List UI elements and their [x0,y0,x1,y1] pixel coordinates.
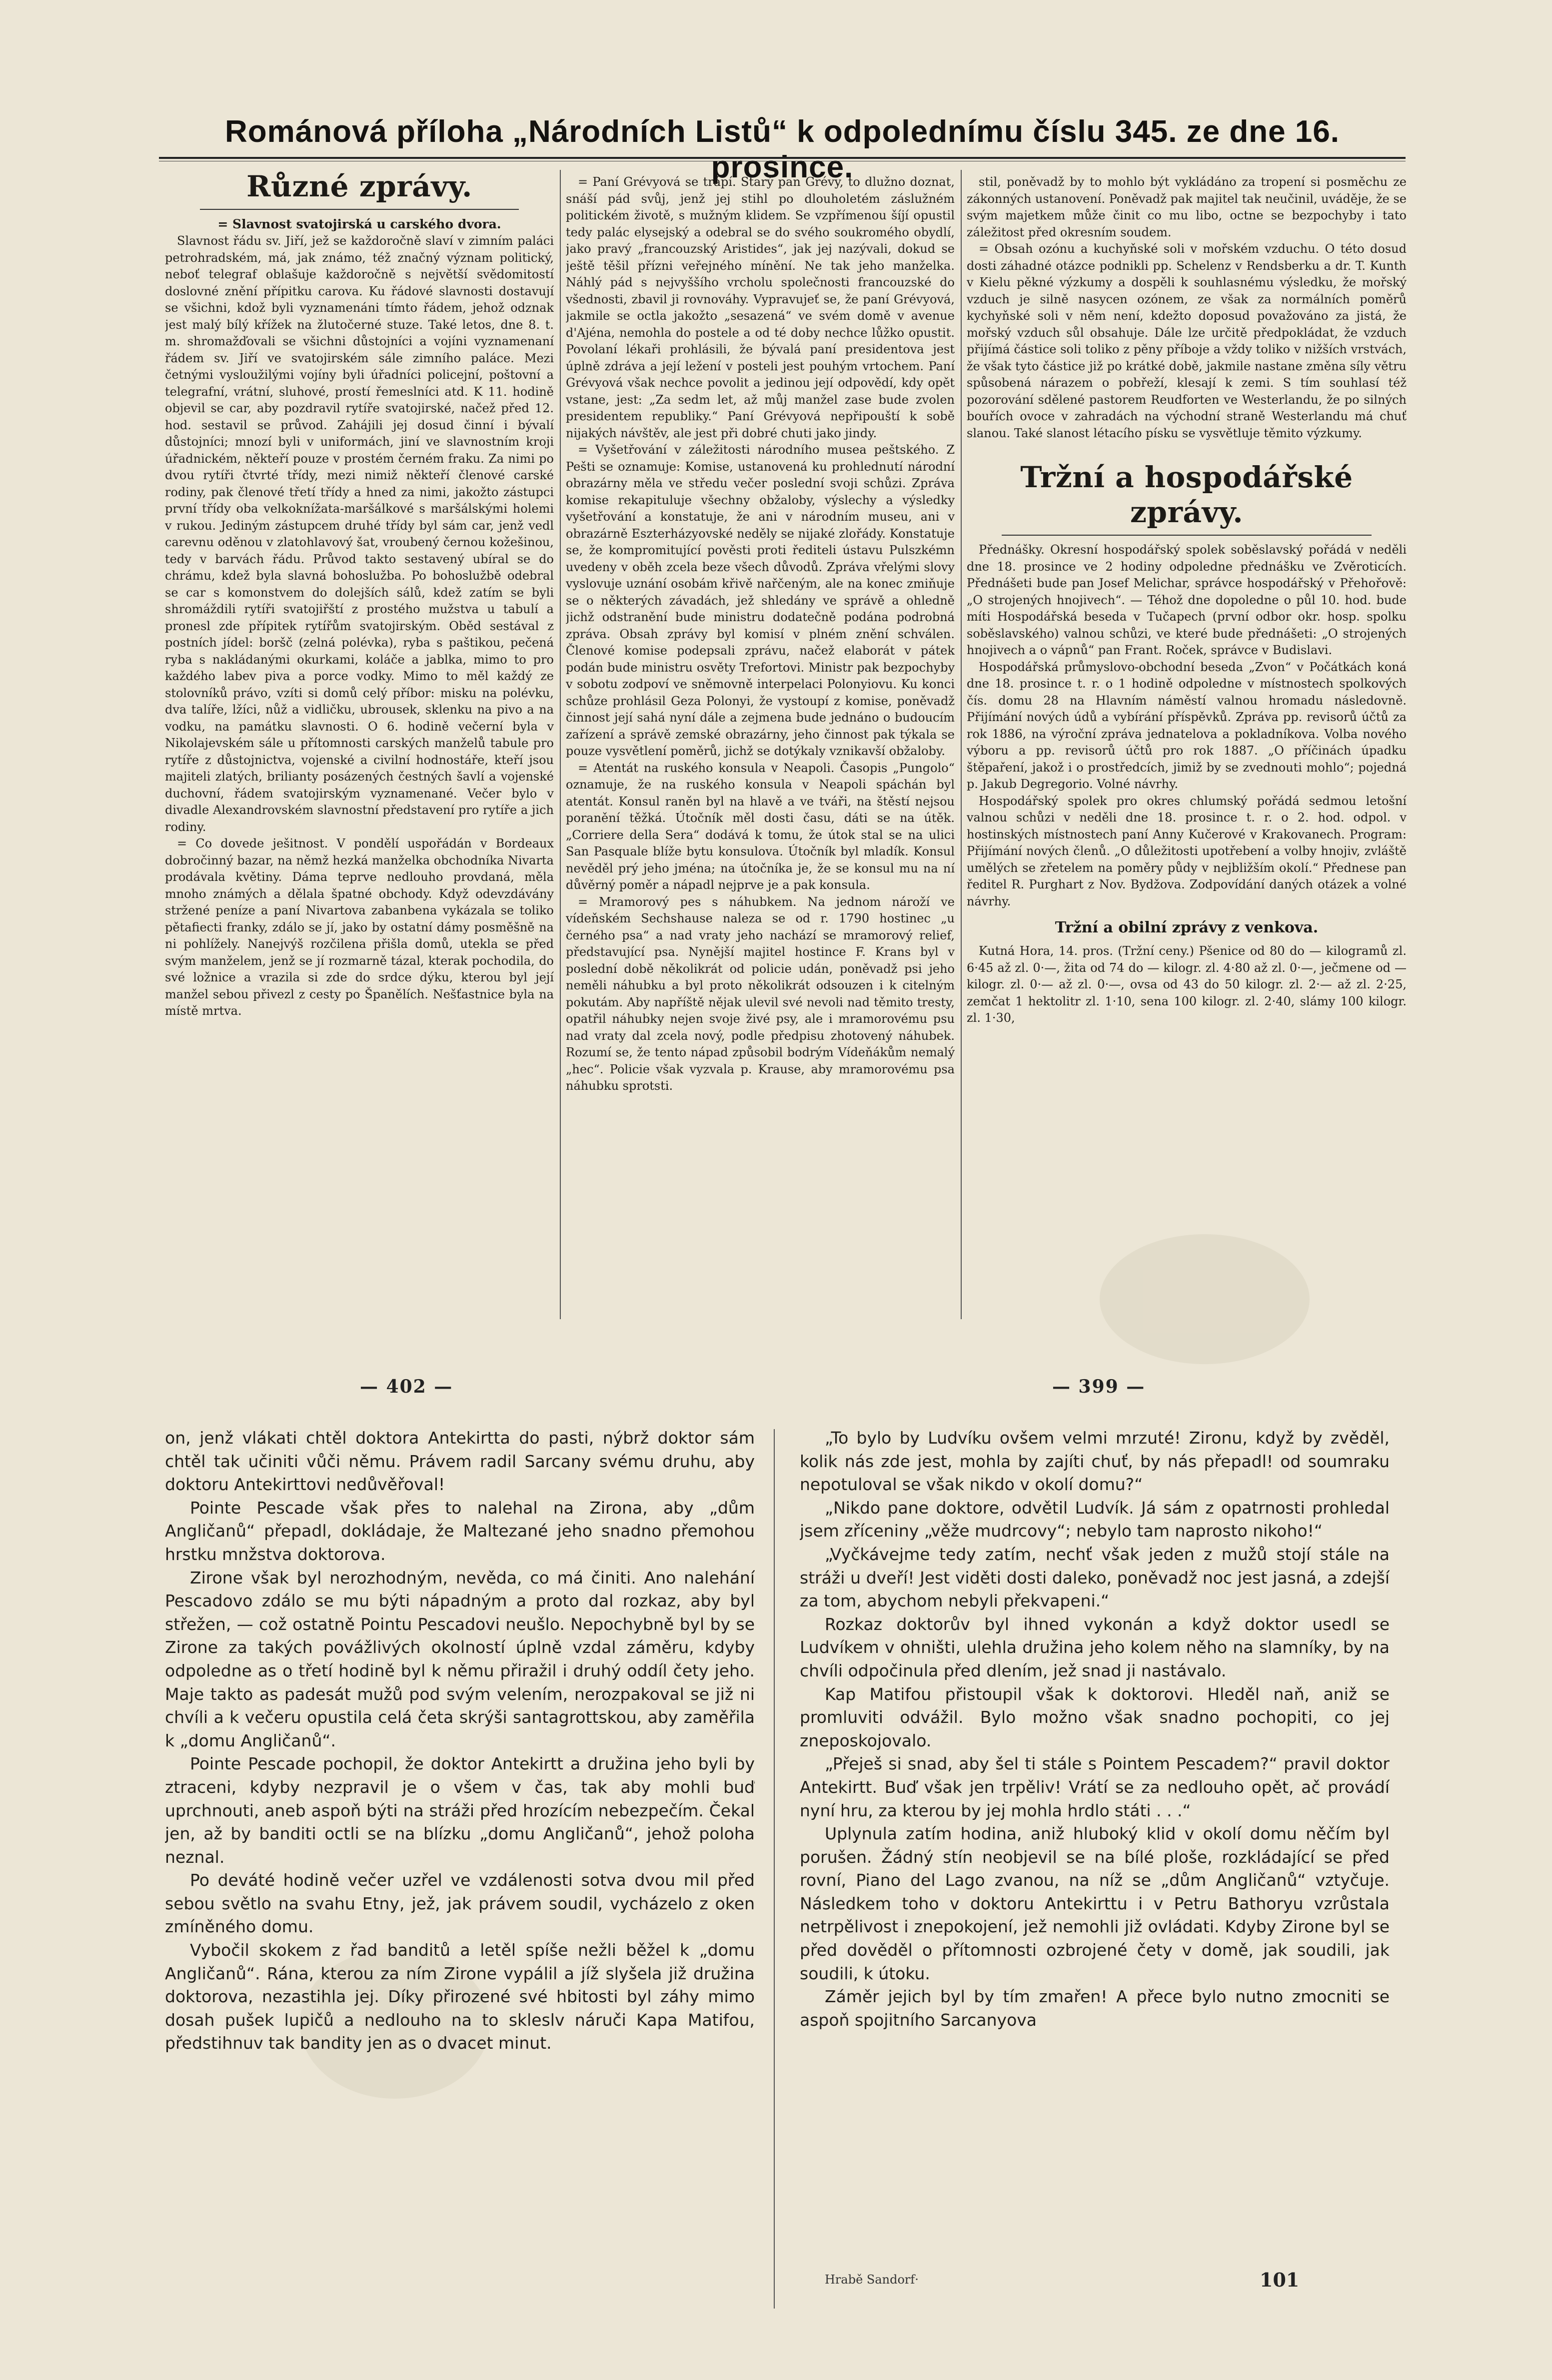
section-title-trzni: Tržní a hospodářské zprávy. [1020,460,1353,529]
article-paragraph: = Atentát na ruského konsula v Neapoli. Časopis „Pungolo“ oznamuje, že na ruského konsula v Neapoli spáchán byl atentát. Konsul raněn byl na hlavě a ve tváři, na štěstí nejsou poranění těžká. Útočník měl dosti času, dáti se na útěk. „Corriere della Sera“ dodává k tomu, že útok stal se na ulici San Pasquale blíže bytu konsulova. Útočník byl mladík. Konsul nevěděl prý jeho jména; na útočníka je, že se konsul mu na ní důvěrný poměr a nápadl nejprve je a pak konsula. [566,761,955,892]
section-title-rule [200,209,519,210]
article-paragraph: Kap Matifou přistoupil však k doktorovi. Hleděl naň, aniž se promluviti odvážil. Bylo možno však snadno pochopiti, co jej zneposkojovalo. [800,1684,1390,1750]
article-paragraph: Hospodářský spolek pro okres chlumský pořádá sedmou letošní valnou schůzi v neděli dne 18. prosince t. r. o 2. hod. odpol. v hostinských místnostech paní Anny Kučerové v Krakovanech. Program: Přijímání nových členů. „O důležitosti upotřebení a volby hnojiv, zvláště umělých se zřetelem na poměry půdy v nejbližším okolí.“ Přednese pan ředitel R. Purghart z Nov. Bydžova. Zodpovídání daných otázek a volné návrhy. [967,793,1407,908]
article-paragraph: stil, poněvadž by to mohlo být vykládáno za tropení si posměchu ze zákonných ustanovení. Poněvadž pak majitel tak neučinil, uváděje, že se svým majetkem může činit co mu libo, octne se bezpochyby i tato záležitost před okresním soudem. [967,175,1407,239]
article-paragraph: = Paní Grévyová se trápí. Starý pan Grévy, to dlužno doznat, snáší pád svůj, jenž jej stihl po dlouholetém záslužném politickém životě, s mužným klidem. Se vzpřímenou šíjí opustil tedy palác elysejský a odebral se do svého soukromého obydlí, jako pravý „francouzský Aristides“, jak jej nazývali, dokud se ještě těšil přízni veřejného mínění. Ne tak jeho manželka. Náhlý pád s nejvyššího vrcholu společnosti francouzské do všednosti, zbavil ji rovnováhy. Vypravujeť se, že paní Grévyová, jakmile se octla jakožto „sesazená“ ve svém domě v avenue d'Ajéna, nemohla do postele a od té doby nechce lůžko opustit. Povolaní lékaři prohlásili, že bývalá paní presidentova jest úplně zdráva a její ležení v posteli jest pouhým vrtochem. Paní Grévyová však nechce povolit a jedinou její odpovědí, kdy opět vstane, jest: „Za sedm let, až můj manžel zase bude zvolen presidentem republiky.“ Paní Grévyová nepřipouští k sobě nijakých návštěv, ale jest při dobré chuti jako jindy. [566,175,955,440]
header-rule [159,157,1406,159]
market-report: Kutná Hora, 14. pros. (Tržní ceny.) Pšenice od 80 do — kilogramů zl. 6·45 až zl. 0·—, žita od 74 do — kilogr. zl. 4·80 až zl. 0·—, ječmene od — kilogr. zl. 0·— až zl. 0·—, ovsa od 43 do 50 kilogr. zl. 2·— až zl. 2·25, zemčat 1 hektolitr zl. 1·10, sena 100 kilogr. zl. 2·40, slámy 100 kilogr. zl. 1·30, [967,944,1407,1025]
article-paragraph: = Mramorový pes s náhubkem. Na jednom nároží ve vídeňském Sechshause naleza se od r. 1790 hostinec „u černého psa“ a nad vraty jeho nachází se mramorový relief, představující psa. Nynější majitel hostince F. Krans byl v poslední době několikrát od policie udán, poněvadž psi jeho neměli náhubku a byl proto několikrát odsouzen i k citelným pokutám. Aby napříště nějak ulevil své nevoli nad těmito tresty, opatřil náhubky nejen svoje živé psy, ale i mramorovému psu nad vraty dal zcela nový, podle předpisu zhotovený náhubek. Rozumí se, že tento nápad způsobil bodrým Vídeňákům nemalý „hec“. Policie však vyzvala p. Krause, aby mramorovému psa náhubku sprotsti. [566,894,955,1093]
column-3-body [967,174,1407,442]
article-paragraph: Přednášky. Okresní hospodářský spolek soběslavský pořádá v neděli dne 18. prosince ve 2 hodiny odpoledne přednášku ve Zvěroticích. Přednášeti bude pan Josef Melichar, správce hospodářský v Přehořově: „O strojených hnojivech“. — Téhož dne dopoledne o půl 10. hod. bude míti Hospodářská beseda v Tučapech (první odbor okr. hosp. spolku soběslavského) valnou schůzi, ve které bude přednášeti: „O strojených hnojivech a o vápnů“ pan Frant. Roček, správce v Budislavi. [967,543,1407,657]
article-paragraph: Hospodářská průmyslovo-obchodní beseda „Zvon“ v Počátkách koná dne 18. prosince t. r. o 1 hodině odpoledne v místnostech spolkových čís. domu 28 na Hlavním náměstí valnou hromadu následovně. Přijímání nových údů a vybírání příspěvků. Zpráva pp. revisorů účtů za rok 1886, na výroční zpráva jednatelova a pokladníkova. Volba nového výboru a pp. revisorů účtů pro rok 1887. „O příčinách úpadku štěpaření, jakož i o prostředcích, jimiž by se zvednouti mohlo“; pojedná p. Jakub Degregorio. Volné návrhy. [967,660,1407,791]
article-paragraph: „Vyčkávejme tedy zatím, nechť však jeden z mužů stojí stále na stráži u dveří! Jest viděti dosti daleko, poněvadž noc jest jasná, a zdejší za tom, abychom nebyli překvapeni.“ [800,1544,1390,1611]
article-paragraph: „Nikdo pane doktore, odvětil Ludvík. Já sám z opatrnosti prohledal jsem zříceniny „věže mudrcovy“; nebylo tam naprosto nikoho!“ [800,1498,1390,1541]
market-news [967,542,1407,910]
article-heading: = Slavnost svatojirská u carského dvora. [217,217,501,231]
page-number-left: — 402 — [360,1376,453,1397]
subsection-title-venkov: Tržní a obilní zprávy z venkova. [1055,919,1319,936]
column-divider [961,170,962,1319]
article-paragraph: „Přeješ si snad, aby šel ti stále s Pointem Pescadem?“ pravil doktor Antekirtt. Buď však jen trpěliv! Vrátí se za nedlouho opět, ač provádí nyní hru, za kterou by jej mohla hrdlo státi . . .“ [800,1754,1390,1820]
article-paragraph: = Co dovede ješitnost. V pondělí uspořádán v Bordeaux dobročinný bazar, na němž hezká manželka obchodníka Nivarta prodávala květiny. Dáma teprve nedlouho provdaná, měla mnoho známých a dělala špatné obchody. Když odevzdávány stržené peníze a paní Nivartova zabanbena vykázala se toliko pětafiecti franky, zdálo se jí, jako by ostatní dámy posměšně na ni pohlížely. Nanejvýš rozčilena přišla domů, utekla se před svým manželem, jenž se jí rozmarně tázal, kterak pochodila, do své ložnice a vrazila si zde do srdce dýku, kterou byl její manžel sebou přivezl z cesty po Španělích. Nešťastnice byla na místě mrtva. [165,836,554,1018]
article-paragraph: = Obsah ozónu a kuchyňské soli v mořském vzduchu. O této dosud dosti záhadné otázce podnikli pp. Schelenz v Rendsberku a dr. T. Kunth v Kielu pěkné výzkumy a dospěli k souhlasnému výsledku, že mořský vzduch je silně nasycen ozónem, ze však za normálních poměrů kychyňské soli v něm není, kdežto doposud považováno za jistá, že mořský vzduch sůl obsahuje. Dále lze určitě předpokládat, že vzduch přijímá částice soli toliko z pěny příboje a vždy toliko v nižších vrstvách, že však tyto částice již po krátké době, jakmile nastane změna síly větru spůsobená nárazem o pobřeží, klesají k zemi. S tím souhlasí též pozorování sdělené pastorem Reudforten ve Westerlandu, že po silných bouřích ovoce v zahradách na východní straně Westerlandu má chuť slanou. Také slanost létacího písku se vysvětluje těmito výzkumy. [967,242,1407,440]
supplement-header: Románová příloha „Národních Listů“ k odpolednímu číslu 345. ze dne 16. prosince. [224,114,1340,184]
section-title-rule [1002,535,1372,536]
article-paragraph: Po deváté hodině večer uzřel ve vzdálenosti sotva dvou mil před sebou světlo na svahu Etny, jež, jak právem soudil, vycházelo z oken zmíněného domu. [165,1870,755,1937]
section-title-ruzne-zpravy: Různé zprávy. [246,169,472,203]
column-1-body [165,216,554,1020]
article-paragraph: Zirone však byl nerozhodným, nevěda, co má činiti. Ano nalehání Pescadovo zdálo se mu býti nápadným a proto dal rozkaz, aby byl střežen, — což ostatně Pointu Pescadovi neušlo. Nepochybně byl by se Zirone za takých povážlivých okolností úplně vzdal záměru, kdyby odpoledne as o třetí hodině byl k němu přiražil i druhý oddíl čety jeho. Maje takto as padesát mužů pod svým velením, nerozpakoval se již ni chvíli a k večeru opustila celá četa skrýši santagrottskou, aby zaměřila k „domu Angličanů“. [165,1568,755,1750]
column-3 [967,174,1407,1326]
article-paragraph: „To bylo by Ludvíku ovšem velmi mrzuté! Zironu, když by zvěděl, kolik nás zde jest, mohla by zajíti chuť, by nás přepadl! od soumraku nepotuloval se však nikdo v okolí domu?“ [800,1428,1390,1495]
article-paragraph: Pointe Pescade však přes to nalehal na Zirona, aby „dům Angličanů“ přepadl, dokládaje, že Maltezané jeho snadno přemohou hrstku mnžstva doktorova. [165,1498,755,1564]
column-divider [560,170,561,1319]
column-2-body [566,174,955,1095]
article-paragraph: Slavnost řádu sv. Jiří, jež se každoročně slaví v zimním paláci petrohradském, má, jak známo, též značný význam politický, neboť telegraf oblašuje každoročně s největší svědomitostí doslovné znění přípitku carova. Ku řádové slavnosti dostavují se všichni, kdož byli vyznamenáni tímto řádem, jehož odznak jest malý bílý křížek na žlutočerné stuze. Také letos, dne 8. t. m. shromažďovali se všichni důstojníci a vojíni vyznamenaní řádem sv. Jiří ve svatojirském sále zimního paláce. Mezi četnými vysloužilými vojíny byli úřadníci policejní, poštovní a telegrafní, vrátní, sluhové, prostí řemeslníci atd. K 11. hodině objevil se car, aby pozdravil rytíře svatojirské, načež před 12. hod. sestavil se průvod. Zahájili jej dosud činní i bývalí důstojníci; mnozí byli v uniformách, jiní ve slavnostním kroji úřadnickém, někteří pouze v prostém černém fraku. Za nimi po dvou rytíři čtvrté třídy, mezi nimiž někteří členové carské rodiny, pak členové třetí třídy a hned za nimi, jakožto zástupci první třídy oba velkoknížata-maršálkové s maršálskými holemi v rukou. Jediným zástupcem druhé třídy byl sám car, jenž vedl carevnu oděnou v zlatohlavový šat, vroubený černou kožešinou, tedy v barvách řádu. Průvod takto sestavený ubíral se do chrámu, kdež byla slavná bohoslužba. Po bohoslužbě odebral se car s komonstvem do dolejších sálů, kdež zatím se byli shromáždili rytíři svatojiřští z prostého mužstva u tabulí a pronesl zde přípitek rytířům svatojirským. Oběd sestával z postních jídel: boršč (zelná polévka), ryba s paštikou, pečená ryba s nakládanými okurkami, koláče a jablka, mimo to pro každého labev piva a porce vodky. Mimo to měl každý ze stolovníků právo, vzíti si domů celý příbor: misku na polévku, dva talíře, lžíci, nůž a vidličku, ubrousek, sklenku na pivo a na vodku, na památku slavnosti. O 6. hodině večerní byla v Nikolajevském sále u přítomnosti carských manželů tabule pro rytíře z důstojnictva, vojenské a civilní hodnostáře, kteří jsou majiteli zlatých, brilianty posázených čestných šavlí a vojenské duchovní, řádem svatojirským vyznamenané. Večer bylo v divadle Alexandrovském slavnostní představení pro rytíře a jich rodiny. [165,234,554,834]
column-1 [165,169,554,1326]
article-paragraph: = Vyšetřování v záležitosti národního musea peštského. Z Pešti se oznamuje: Komise, ustanovená ku prohlednutí národní obrazárny měla ve středu večer poslední svoji schůzi. Zpráva komise rekapituluje všechny obžaloby, výslechy a výsledky vyšetřování a konstatuje, že ani v národním museu, ani v obrazárně Eszterházyovské neděly se nijaké zlořády. Konstatuje se, že kompromitující pověsti proti řediteli ústavu Pulszkémn uvedeny v oběh zcela beze všech důvodů. Zpráva vřelými slovy vyslovuje uznání osobám křivě nařčeným, ale na konec zmiňuje se o některých závadách, jež shledány ve správě a ohledně jichž odstranění bude ministru dodatečně podána podrobná zpráva. Obsah zprávy byl komisí v plném znění schválen. Členové komise podepsali zprávu, načež elaborát v pátek podán bude ministru osvěty Trefortovi. Ministr pak bezpochyby v sobotu zodpoví ve sněmovně interpelaci Polonyiovu. Ku konci schůze prohlásil Geza Polonyi, že vystoupí z komise, poněvadž činnost její sahá nyní dále a zejmena bude jednáno o budoucím zařízení a správě zemské obrazárny, jeho činnost pak týkala se pouze vysvětlení poměrů, jichž se dotýkaly vznikavší obžaloby. [566,443,955,758]
article-paragraph: Vybočil skokem z řad banditů a letěl spíše nežli běžel k „domu Angličanů“. Rána, kterou za ním Zirone vypálil a jíž slyšela již družina doktorova, nezastihla jej. Díky přirozené své hbitosti byl záhy mimo dosah pušek lupičů a nedlouho na to skleslv náruči Kapa Matifou, předstihnuv tak bandity jen as o dvacet minut. [165,1940,755,2053]
novel-column-divider [774,1429,775,2309]
article-paragraph: on, jenž vlákati chtěl doktora Antekirtta do pasti, nýbrž doktor sám chtěl tak učiniti vůči němu. Právem radil Sarcany svému druhu, aby doktoru Antekirttovi nedůvěřoval! [165,1428,755,1495]
novel-footer-title: Hrabě Sandorf· [825,2273,919,2287]
article-paragraph: Pointe Pescade pochopil, že doktor Antekirtt a družina jeho byli by ztraceni, kdyby nezpravil je o všem v čas, tak aby mohli buď uprchnouti, aneb aspoň býti na stráži před hrozícím nebezpečím. Čekal jen, až by banditi octli se na blízku „domu Angličanů“, jehož poloha neznal. [165,1754,755,1867]
novel-column-right [800,1427,1390,2271]
article-paragraph: Uplynula zatím hodina, aniž hluboký klid v okolí domu něčím byl porušen. Žádný stín neobjevil se na bílé ploše, rozkládající se před rovní, Piano del Lago zvanou, na níž se „dům Angličanů“ vztyčuje. Následkem toho v doktoru Antekirttu i v Petru Bathoryu vzrůstala netrpělivost i znepokojení, jež nemohli již ovládati. Kdyby Zirone byl se před dověděl o přítomnosti ozbrojené čety v domě, jak soudili, jak soudili, k útoku. [800,1824,1390,1983]
column-2 [566,174,955,1326]
article-paragraph: Rozkaz doktorův byl ihned vykonán a když doktor usedl se Ludvíkem v ohništi, ulehla družina jeho kolem něho na slamníky, by na chvíli odpočinula před dlením, jež snad ji nastávalo. [800,1614,1390,1680]
article-paragraph: Záměr jejich byl by tím zmařen! A přece bylo nutno zmocniti se aspoň spojitního Sarcanyova [800,1987,1390,2030]
novel-text-left [165,1427,755,2055]
novel-column-left [165,1427,755,2311]
novel-footer-page: 101 [1260,2269,1300,2291]
novel-text-right [800,1427,1390,2032]
page-number-right: — 399 — [1052,1376,1146,1397]
